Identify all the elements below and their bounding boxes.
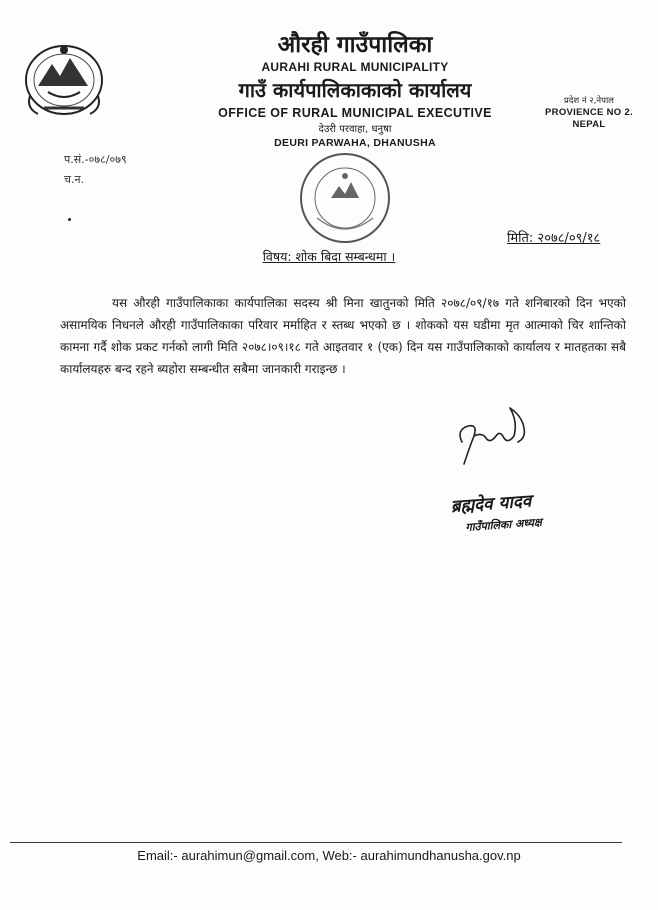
letter-body: यस औरही गाउँपालिकाका कार्यपालिका सदस्य श्री मिना खातुनको मिति २०७८/०९/१७ गते शनिबारको दिन भएको असामयिक निधनले औरही गाउँपालिकाका परिवार मर्माहित र स्तब्ध भएको छ । शोकको यस घडीमा मृत आत्माको चिर शान्तिको कामना गर्दै शोक प्रकट गर्नको लागी मिति २०७८।०९।१८ गते आइतवार १ (एक) दिन यस गाउँपालिकाको कार्यालय र मातहतका सबै कार्यालयहरु बन्द रहने ब्यहोरा सम्बन्धीत सबैमा जानकारी गराइन्छ । <box>60 296 626 376</box>
province-nepali: प्रदेश नं २,नेपाल <box>564 96 614 106</box>
letter-date: मिति: २०७८/०९/१८ <box>507 231 601 246</box>
municipality-title-nepali: औरही गाउँपालिका <box>277 32 433 58</box>
nepal-emblem-icon <box>18 36 110 120</box>
signatory-title: गाउँपालिका अध्यक्ष <box>465 515 543 534</box>
letterhead <box>150 30 560 150</box>
province-english-line1: PROVIENCE NO 2. <box>545 107 633 118</box>
bullet-mark <box>68 218 71 221</box>
footer-contact: Email:- aurahimun@gmail.com, Web:- aurahimundhanusha.gov.np <box>137 848 521 863</box>
subject-text: विषय: शोक बिदा सम्बन्धमा । <box>262 249 396 264</box>
office-title-english: OFFICE OF RURAL MUNICIPAL EXECUTIVE <box>218 106 492 120</box>
dispatch-number: च.न. <box>64 173 85 186</box>
office-stamp-icon <box>295 148 395 248</box>
province-english-line2: NEPAL <box>572 119 606 130</box>
signatory-name: ब्रह्मदेव यादव <box>450 491 532 517</box>
letter-number: प.सं.-०७८/०७९ <box>64 153 127 166</box>
signature-icon <box>452 402 542 477</box>
province-block <box>534 95 644 131</box>
subject-line <box>0 248 658 265</box>
reference-block <box>64 150 127 190</box>
office-title-nepali: गाउँ कार्यपालिकाकाको कार्यालय <box>238 78 472 102</box>
address-nepali: देउरी परवाहा, धनुषा <box>318 124 392 135</box>
footer-divider <box>10 842 622 843</box>
municipality-title-english: AURAHI RURAL MUNICIPALITY <box>261 60 449 74</box>
address-english: DEURI PARWAHA, DHANUSHA <box>274 137 436 149</box>
